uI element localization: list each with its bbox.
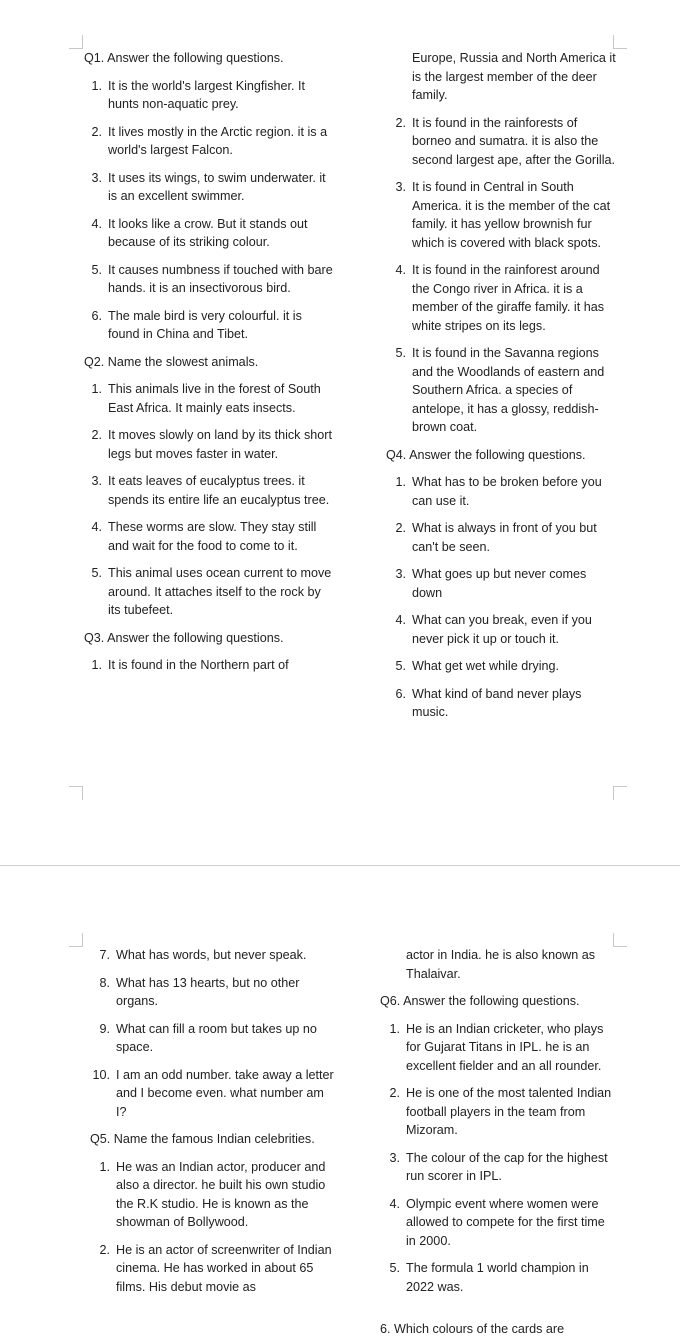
question-item xyxy=(90,946,335,965)
question-number: 4. xyxy=(389,1196,400,1211)
page-1-right-column xyxy=(386,49,616,731)
question-number: 2. xyxy=(395,521,406,535)
question-number: 2. xyxy=(395,115,406,130)
question-item xyxy=(84,518,336,555)
question-number: 3. xyxy=(389,1150,400,1165)
section-heading: Q6. Answer the following questions. xyxy=(380,994,580,1008)
question-text: It is the world's largest Kingfisher. It hunts non-aquatic prey. xyxy=(108,78,305,111)
question-item xyxy=(84,472,336,509)
question-text: It looks like a crow. But it stands out because of its striking colour. xyxy=(108,216,308,249)
question-text: It lives mostly in the Arctic region. it is a world's largest Falcon. xyxy=(108,124,328,157)
question-number: 1. xyxy=(99,1159,110,1174)
question-text: It uses its wings, to swim underwater. it is an excellent swimmer. xyxy=(108,170,326,203)
question-number: 2. xyxy=(91,124,102,139)
continued-text: Europe, Russia and North America it is the largest member of the deer family. xyxy=(412,51,616,102)
question-number: 7. xyxy=(99,948,110,962)
section-heading: Q3. Answer the following questions. xyxy=(84,630,284,645)
question-item xyxy=(84,123,336,160)
question-text: It eats leaves of eucalyptus trees. it spends its entire life an eucalyptus tree. xyxy=(108,474,330,507)
question-number: 5. xyxy=(395,659,406,673)
page-1-left-column xyxy=(84,49,336,684)
question-text: He is one of the most talented Indian football players in the team from Mizoram. xyxy=(406,1086,612,1137)
question-text: The colour of the cap for the highest run scorer in IPL. xyxy=(406,1150,608,1183)
question-item xyxy=(380,1195,612,1251)
question-item xyxy=(90,1066,335,1122)
question-text: What has to be broken before you can use it. xyxy=(412,475,602,508)
page-corner-mark xyxy=(613,786,627,800)
question-item xyxy=(380,1084,612,1140)
question-number: 3. xyxy=(91,474,102,488)
question-text: What goes up but never comes down xyxy=(412,567,587,600)
page-corner-mark xyxy=(69,35,83,49)
question-text: It is found in Central in South America. it is the member of the cat family. it has yellow brownish fur which is covered with black spots. xyxy=(412,180,611,250)
section-heading: Q5. Name the famous Indian celebrities. xyxy=(90,1132,315,1146)
page-2-right-column xyxy=(380,946,612,1305)
question-number: 5. xyxy=(91,566,102,580)
question-number: 4. xyxy=(395,613,406,627)
question-number: 6. xyxy=(395,686,406,701)
question-text: He is an actor of screenwriter of Indian cinema. He has worked in about 65 films. His debut movie as xyxy=(116,1242,332,1294)
question-text: Olympic event where women were allowed to compete for the first time in 2000. xyxy=(406,1196,605,1248)
page-corner-mark xyxy=(613,933,627,947)
question-text: He is an Indian cricketer, who plays for Gujarat Titans in IPL. he is an excellent fielder and an all rounder. xyxy=(406,1021,604,1073)
question-text: The formula 1 world champion in 2022 was. xyxy=(406,1261,589,1294)
page-2-left-column xyxy=(90,946,335,1305)
question-text: It is found in the rainforests of borneo and sumatra. it is also the second largest ape, after the Gorilla. xyxy=(412,115,616,167)
question-text: I am an odd number. take away a letter and I become even. what number am I? xyxy=(116,1067,334,1119)
question-item xyxy=(84,77,336,114)
question-text: It causes numbness if touched with bare hands. it is an insectivorous bird. xyxy=(108,262,333,295)
question-item xyxy=(386,114,616,170)
question-number: 2. xyxy=(99,1242,110,1257)
section-heading: Q1. Answer the following questions. xyxy=(84,51,284,65)
question-text: What can you break, even if you never pick it up or touch it. xyxy=(412,613,592,646)
question-text: It is found in the rainforest around the Congo river in Africa. it is a member of the giraffe family. it has white stripes on its legs. xyxy=(412,263,605,333)
question-number: 2. xyxy=(389,1086,400,1100)
question-number: 5. xyxy=(91,262,102,277)
question-number: 1. xyxy=(389,1021,400,1036)
question-text: What get wet while drying. xyxy=(412,659,559,673)
question-number: 1. xyxy=(395,475,406,489)
section-heading: Q4. Answer the following questions. xyxy=(386,447,586,462)
question-item xyxy=(84,261,336,298)
question-item xyxy=(84,564,336,620)
question-text: What kind of band never plays music. xyxy=(412,686,582,719)
question-number: 4. xyxy=(91,216,102,231)
question-item xyxy=(90,974,335,1011)
question-item xyxy=(386,565,616,602)
question-number: 5. xyxy=(389,1261,400,1275)
question-text: The male bird is very colourful. it is found in China and Tibet. xyxy=(108,308,302,341)
page-corner-mark xyxy=(69,933,83,947)
question-text: What has 13 hearts, but no other organs. xyxy=(116,975,300,1008)
question-number: 1. xyxy=(91,382,102,396)
document-page-2 xyxy=(0,866,680,1333)
question-item xyxy=(90,1241,335,1297)
question-number: 5. xyxy=(395,346,406,360)
question-item xyxy=(386,611,616,648)
question-number: 9. xyxy=(99,1021,110,1036)
question-text: He was an Indian actor, producer and also a director. he built his own studio the R.K studio. He is known as the showman of Bollywood. xyxy=(116,1159,326,1229)
question-number: 2. xyxy=(91,428,102,442)
question-item xyxy=(386,657,616,676)
question-number: 6. xyxy=(91,308,102,323)
question-number: 1. xyxy=(91,78,102,93)
question-text: It moves slowly on land by its thick short legs but moves faster in water. xyxy=(108,428,332,461)
question-text: This animal uses ocean current to move around. It attaches itself to the rock by its tubefeet. xyxy=(108,566,332,617)
question-text: It is found in the Northern part of xyxy=(108,658,289,672)
question-number: 4. xyxy=(395,263,406,277)
question-item xyxy=(90,1158,335,1232)
question-item xyxy=(386,178,616,252)
question-number: 10. xyxy=(92,1067,110,1082)
question-item xyxy=(386,519,616,556)
page-corner-mark xyxy=(69,786,83,800)
question-item xyxy=(386,261,616,335)
question-item xyxy=(380,1259,612,1296)
question-item xyxy=(84,169,336,206)
question-number: 3. xyxy=(91,170,102,185)
continued-text: actor in India. he is also known as Thalaivar. xyxy=(406,948,596,981)
question-text: These worms are slow. They stay still and wait for the food to come to it. xyxy=(108,520,317,553)
question-text: This animals live in the forest of South East Africa. It mainly eats insects. xyxy=(108,382,321,415)
page-corner-mark xyxy=(613,35,627,49)
question-number: 1. xyxy=(91,658,102,672)
section-heading: Q2. Name the slowest animals. xyxy=(84,354,259,369)
question-number: 3. xyxy=(395,180,406,194)
question-item xyxy=(84,656,336,675)
question-item xyxy=(84,215,336,252)
question-text: What is always in front of you but can't be seen. xyxy=(412,521,597,554)
question-text: What can fill a room but takes up no space. xyxy=(116,1021,317,1054)
question-number: 8. xyxy=(99,975,110,990)
question-item xyxy=(380,1149,612,1186)
question-item xyxy=(386,685,616,722)
question-item xyxy=(380,1020,612,1076)
question-item xyxy=(84,380,336,417)
cut-off-question-text: 6. Which colours of the cards are xyxy=(380,1322,565,1336)
question-item xyxy=(386,344,616,437)
question-item xyxy=(84,307,336,344)
question-text: It is found in the Savanna regions and the Woodlands of eastern and Southern Africa. a species of antelope, it has a glossy, reddish-brown coat. xyxy=(412,346,605,434)
question-item xyxy=(90,1020,335,1057)
question-number: 3. xyxy=(395,567,406,581)
question-item xyxy=(386,473,616,510)
question-text: What has words, but never speak. xyxy=(116,948,307,962)
question-number: 4. xyxy=(91,520,102,534)
question-item xyxy=(84,426,336,463)
